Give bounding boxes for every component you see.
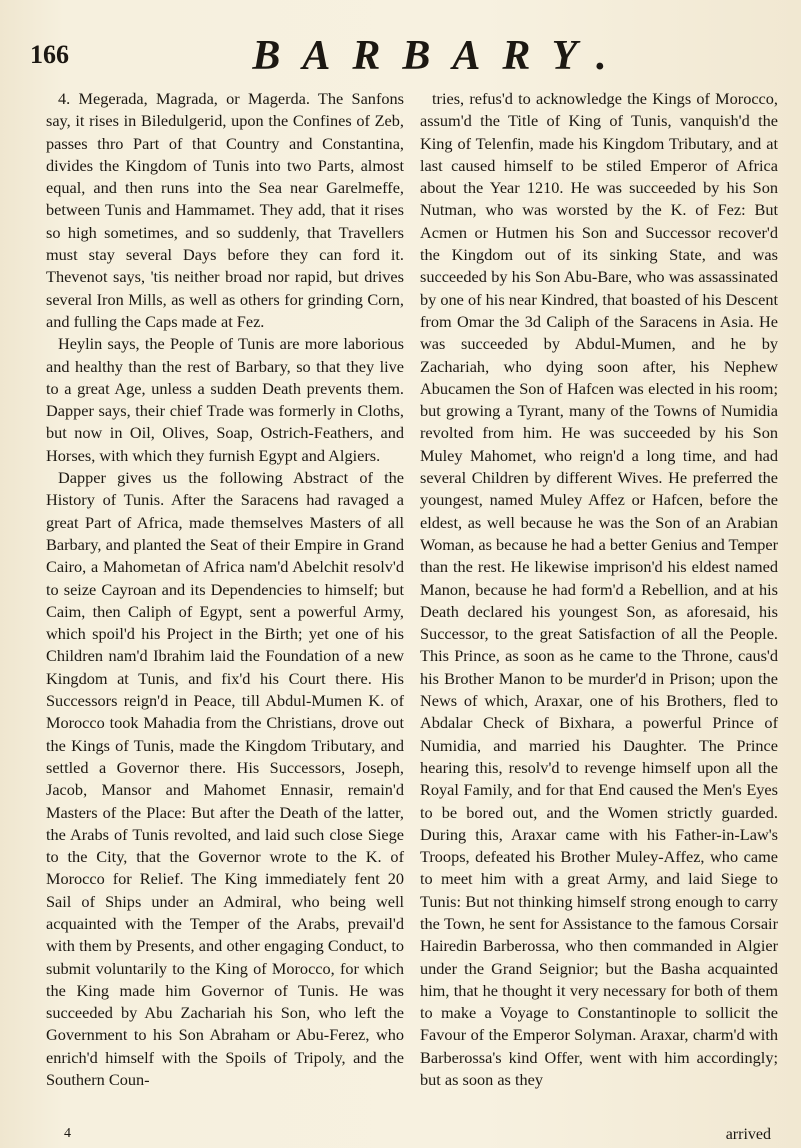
paragraph: tries, refus'd to acknowledge the Kings of Morocco, assum'd the Title of King of Tunis, vanquish'd the King of Telenfin, made his Kingdom Tributary, and at last caused himself to be stiled Emperor of Africa about the Year 1210. He was succeeded by his Son Nutman, who was worsted by the K. of Fez: But Acmen or Hutmen his Son and Successor recover'd the Kingdom out of its sinking State, and was succeeded by his Son Abu-Bare, who was assassinated by one of his near Kindred, that boasted of his Descent from Omar the 3d Caliph of the Saracens in Asia. He was succeeded by Abdul-Mumen, and he by Zachariah, who dying soon after, his Nephew Abucamen the Son of Hafcen was elected in his room; but growing a Tyrant, many of the Towns of Numidia revolted from him. He was succeeded by his Son Muley Mahomet, who reign'd a long time, and had several Children by different Wives. He preferred the youngest, named Muley Affez or Hafcen, before the eldest, as well because he was the Son of an Arabian Woman, as because he had a better Genius and Temper than the rest. He likewise imprison'd his eldest named Manon, because he had form'd a Rebellion, and at his Death declared his youngest Son, as aforesaid, his Successor, to the great Satisfaction of all the People. This Prince, as soon as he came to the Throne, caus'd his Brother Manon to be murder'd in Prison; upon the News of which, Araxar, one of his Brothers, fled to Abdalar Check of Bixhara, a powerful Prince of Numidia, and married his Daughter. The Prince hearing this, resolv'd to revenge himself upon all the Royal Family, and for that End caused the Men's Eyes to be bored out, and the Women strictly guarded. During this, Araxar came with his Father-in-Law's Troops, defeated his Brother Muley-Affez, who came to meet him with a great Army, and laid Siege to Tunis: But not thinking himself strong enough to carry the Town, he sent for Assistance to the famous Corsair Hairedin Barberossa, who then commanded in Algier under the Grand Seignior; but the Basha acquainted him, that he thought it very necessary for both of them to make a Voyage to Constantinople to sollicit the Favour of the Emperor Solyman. Araxar, charm'd with Barberossa's kind Offer, went with him accordingly; but as soon as they [420,89,779,1090]
text-columns [46,88,778,1128]
page-header [30,28,771,84]
catchword: arrived [725,1126,771,1143]
left-column [46,88,404,1128]
page-number: 166 [30,40,69,69]
signature-mark: 4 [64,1126,71,1141]
running-head: BARBARY. [252,33,629,79]
paragraph: 4. Megerada, Magrada, or Magerda. The Sanfons say, it rises in Biledulgerid, upon the Confines of Zeb, passes thro Part of that Country and Constantina, divides the Kingdom of Tunis into two Parts, almost equal, and then runs into the Sea near Garelmeffe, between Tunis and Hammamet. They add, that it rises so high sometimes, and so suddenly, that Travellers must stay several Days before they can ford it. Thevenot says, 'tis neither broad nor rapid, but drives several Iron Mills, as well as others for grinding Corn, and fulling the Caps made at Fez. [46,89,404,331]
paragraph: Dapper gives us the following Abstract of the History of Tunis. After the Saracens had ravaged a great Part of Africa, made themselves Masters of all Barbary, and planted the Seat of their Empire in Grand Cairo, a Mahometan of Africa nam'd Abelchit resolv'd to seize Cayroan and its Dependencies to himself; but Caim, then Caliph of Egypt, sent a powerful Army, which spoil'd his Project in the Birth; yet one of his Children nam'd Ibrahim laid the Foundation of a new Kingdom at Tunis, and fix'd his Court there. His Successors reign'd in Peace, till Abdul-Mumen K. of Morocco took Mahadia from the Christians, drove out the Kings of Tunis, made the Kingdom Tributary, and settled a Governor there. His Successors, Joseph, Jacob, Mansor and Mahomet Ennasir, remain'd Masters of the Place: But after the Death of the latter, the Arabs of Tunis revolted, and laid such close Siege to the City, that the Governor wrote to the K. of Morocco for Relief. The King immediately fent 20 Sail of Ships under an Admiral, who being well acquainted with the Temper of the Arabs, prevail'd with them by Presents, and other engaging Conduct, to submit voluntarily to the King of Morocco, for which the King made him Governor of Tunis. He was succeeded by Abu Zachariah his Son, who left the Government to his Son Abraham or Abu-Ferez, who enrich'd himself with the Spoils of Tripoly, and the Southern Coun- [46,468,404,1090]
right-column [420,88,778,1128]
paragraph: Heylin says, the People of Tunis are more laborious and healthy than the rest of Barbary, so that they live to a great Age, unless a sudden Death prevents them. Dapper says, their chief Trade was formerly in Cloths, but now in Oil, Olives, Soap, Ostrich-Feathers, and Horses, with which they furnish Egypt and Algiers. [46,334,404,465]
